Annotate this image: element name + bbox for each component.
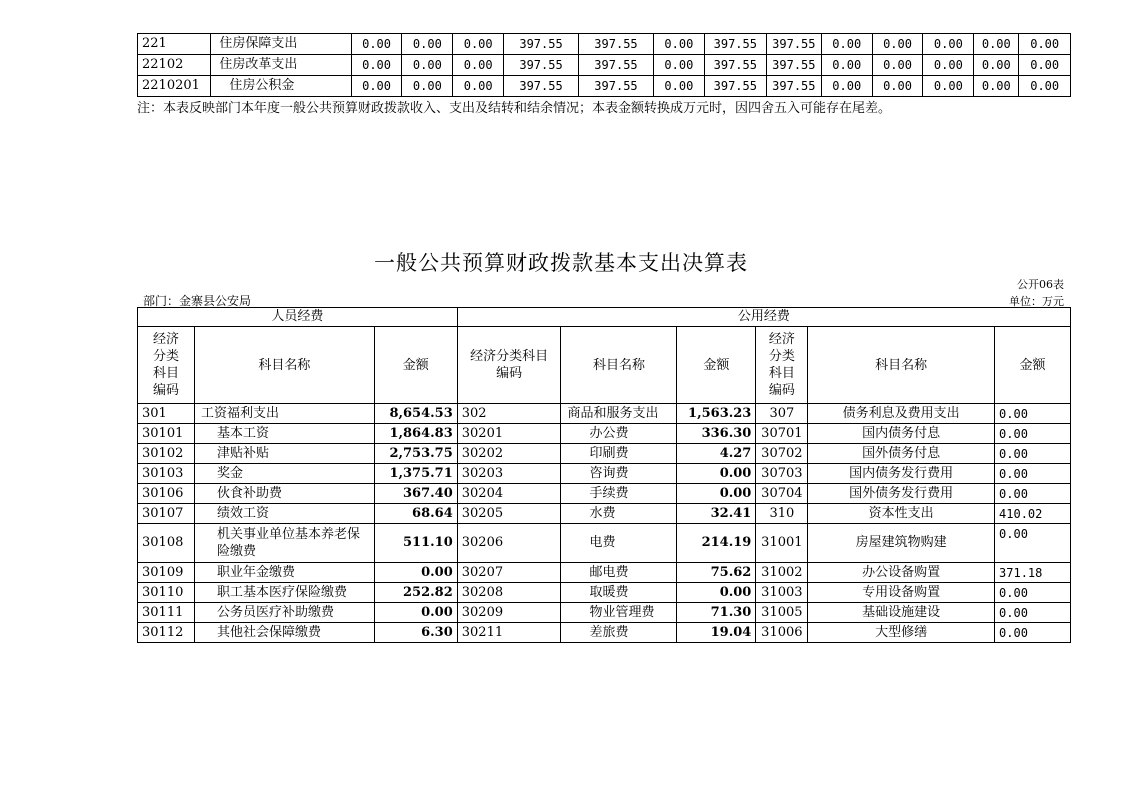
cell-amount-3: 371.18 [995,563,1071,583]
row-value: 0.00 [1019,55,1071,76]
table-row [138,424,1071,444]
cell-amount-1: 68.64 [374,504,457,524]
col-amount-2: 金额 [677,327,756,404]
cell-name-3: 债务利息及费用支出 [808,404,995,424]
cell-code-3: 31005 [756,603,808,623]
row-value: 0.00 [872,76,923,97]
row-value: 397.55 [504,76,579,97]
table-row [138,404,1071,424]
cell-name-1: 公务员医疗补助缴费 [194,603,374,623]
row-value: 397.55 [704,55,766,76]
row-value: 0.00 [974,34,1019,55]
cell-amount-2: 1,563.23 [677,404,756,424]
row-value: 0.00 [351,76,402,97]
cell-code-1: 301 [138,404,195,424]
cell-amount-2: 214.19 [677,524,756,563]
row-value: 0.00 [1019,76,1071,97]
cell-name-1: 津贴补贴 [194,444,374,464]
row-value: 0.00 [453,76,504,97]
cell-amount-1: 511.10 [374,524,457,563]
table-row [138,563,1071,583]
cell-name-3: 国外债务付息 [808,444,995,464]
cell-code-1: 30101 [138,424,195,444]
cell-amount-3: 0.00 [995,404,1071,424]
row-value: 397.55 [704,76,766,97]
col-code-1: 经济分类科目编码 [138,327,195,404]
cell-code-1: 30112 [138,623,195,643]
col-name-2: 科目名称 [561,327,677,404]
cell-amount-3: 0.00 [995,444,1071,464]
row-name: 住房公积金 [211,76,351,97]
table-row [138,623,1071,643]
table-note: 注：本表反映部门本年度一般公共预算财政拨款收入、支出及结转和结余情况；本表金额转换成万元时，因四舍五入可能存在尾差。 [137,101,892,116]
cell-amount-3: 0.00 [995,464,1071,484]
row-value: 0.00 [653,76,704,97]
row-value: 397.55 [766,34,821,55]
table-row [138,603,1071,623]
cell-code-1: 30108 [138,524,195,563]
cell-amount-2: 4.27 [677,444,756,464]
row-value: 0.00 [923,76,974,97]
cell-amount-2: 32.41 [677,504,756,524]
cell-code-3: 310 [756,504,808,524]
col-amount-1: 金额 [374,327,457,404]
cell-amount-2: 71.30 [677,603,756,623]
row-value: 0.00 [923,55,974,76]
cell-name-2: 商品和服务支出 [561,404,677,424]
cell-amount-2: 75.62 [677,563,756,583]
cell-name-3: 房屋建筑物购建 [808,524,995,563]
cell-name-2: 手续费 [561,484,677,504]
cell-name-1: 绩效工资 [194,504,374,524]
cell-name-2: 邮电费 [561,563,677,583]
row-value: 397.55 [504,34,579,55]
basic-expenditure-table [137,307,1071,643]
cell-code-3: 31002 [756,563,808,583]
row-value: 0.00 [402,55,453,76]
cell-code-2: 30206 [457,524,561,563]
row-value: 0.00 [402,34,453,55]
cell-code-3: 30703 [756,464,808,484]
row-value: 0.00 [1019,34,1071,55]
cell-code-3: 30704 [756,484,808,504]
form-number: 公开06表 [1017,278,1064,291]
cell-name-3: 大型修缮 [808,623,995,643]
cell-code-2: 30203 [457,464,561,484]
row-value: 0.00 [453,55,504,76]
cell-name-2: 咨询费 [561,464,677,484]
cell-name-3: 办公设备购置 [808,563,995,583]
cell-name-2: 取暖费 [561,583,677,603]
row-value: 0.00 [821,76,872,97]
cell-amount-1: 252.82 [374,583,457,603]
cell-name-3: 资本性支出 [808,504,995,524]
department-label: 部门：金寨县公安局 [143,294,252,308]
cell-amount-2: 336.30 [677,424,756,444]
table-row [138,444,1071,464]
cell-code-2: 30205 [457,504,561,524]
table-row [138,484,1071,504]
row-value: 0.00 [351,55,402,76]
cell-code-2: 30211 [457,623,561,643]
cell-name-2: 差旅费 [561,623,677,643]
cell-name-2: 物业管理费 [561,603,677,623]
cell-name-2: 办公费 [561,424,677,444]
top-table [137,33,1071,97]
cell-amount-1: 367.40 [374,484,457,504]
cell-name-3: 基础设施建设 [808,603,995,623]
cell-amount-1: 1,864.83 [374,424,457,444]
col-name-1: 科目名称 [194,327,374,404]
row-value: 0.00 [974,76,1019,97]
row-value: 0.00 [453,34,504,55]
row-code: 2210201 [138,76,211,97]
cell-amount-3: 410.02 [995,504,1071,524]
cell-code-1: 30106 [138,484,195,504]
col-amount-3: 金额 [995,327,1071,404]
cell-code-2: 30202 [457,444,561,464]
row-value: 0.00 [653,34,704,55]
cell-amount-3: 0.00 [995,603,1071,623]
cell-amount-2: 0.00 [677,583,756,603]
cell-name-3: 专用设备购置 [808,583,995,603]
row-name: 住房保障支出 [211,34,351,55]
table-row [138,524,1071,563]
cell-code-1: 30111 [138,603,195,623]
table-row [138,34,1071,55]
cell-name-1: 职业年金缴费 [194,563,374,583]
cell-code-3: 30701 [756,424,808,444]
unit-label: 单位：万元 [1009,295,1064,308]
cell-code-3: 30702 [756,444,808,464]
row-value: 397.55 [766,55,821,76]
row-name: 住房改革支出 [211,55,351,76]
row-value: 0.00 [872,55,923,76]
row-value: 0.00 [974,55,1019,76]
cell-code-2: 302 [457,404,561,424]
row-value: 397.55 [704,34,766,55]
col-name-3: 科目名称 [808,327,995,404]
cell-code-2: 30208 [457,583,561,603]
cell-code-3: 31006 [756,623,808,643]
cell-amount-1: 8,654.53 [374,404,457,424]
cell-name-3: 国内债务付息 [808,424,995,444]
cell-amount-1: 1,375.71 [374,464,457,484]
page-title: 一般公共预算财政拨款基本支出决算表 [374,251,748,275]
cell-name-1: 基本工资 [194,424,374,444]
group-personnel: 人员经费 [138,308,458,327]
cell-code-1: 30103 [138,464,195,484]
cell-amount-3: 0.00 [995,424,1071,444]
table-row [138,583,1071,603]
row-code: 22102 [138,55,211,76]
row-value: 0.00 [351,34,402,55]
cell-code-1: 30109 [138,563,195,583]
row-code: 221 [138,34,211,55]
cell-code-2: 30207 [457,563,561,583]
table-row [138,464,1071,484]
cell-code-2: 30209 [457,603,561,623]
cell-code-1: 30107 [138,504,195,524]
cell-amount-3: 0.00 [995,524,1071,563]
cell-name-1: 职工基本医疗保险缴费 [194,583,374,603]
cell-code-1: 30102 [138,444,195,464]
table-row [138,504,1071,524]
cell-amount-3: 0.00 [995,583,1071,603]
table-row [138,76,1071,97]
row-value: 0.00 [402,76,453,97]
cell-name-2: 水费 [561,504,677,524]
cell-code-2: 30204 [457,484,561,504]
row-value: 0.00 [821,34,872,55]
row-value: 0.00 [821,55,872,76]
col-code-2: 经济分类科目编码 [457,327,561,404]
cell-amount-1: 2,753.75 [374,444,457,464]
cell-amount-1: 6.30 [374,623,457,643]
cell-name-1: 奖金 [194,464,374,484]
cell-amount-3: 0.00 [995,484,1071,504]
cell-code-3: 307 [756,404,808,424]
cell-name-2: 印刷费 [561,444,677,464]
cell-name-1: 其他社会保障缴费 [194,623,374,643]
row-value: 397.55 [579,76,654,97]
row-value: 397.55 [579,55,654,76]
row-value: 0.00 [653,55,704,76]
row-value: 0.00 [923,34,974,55]
cell-code-3: 31003 [756,583,808,603]
cell-name-1: 伙食补助费 [194,484,374,504]
cell-amount-1: 0.00 [374,563,457,583]
cell-amount-3: 0.00 [995,623,1071,643]
row-value: 397.55 [579,34,654,55]
cell-name-1: 工资福利支出 [194,404,374,424]
cell-code-1: 30110 [138,583,195,603]
cell-code-2: 30201 [457,424,561,444]
cell-amount-2: 0.00 [677,484,756,504]
cell-name-3: 国内债务发行费用 [808,464,995,484]
cell-name-3: 国外债务发行费用 [808,484,995,504]
row-value: 397.55 [504,55,579,76]
row-value: 0.00 [872,34,923,55]
table-row [138,55,1071,76]
cell-amount-2: 0.00 [677,464,756,484]
group-public: 公用经费 [457,308,1070,327]
cell-name-1: 机关事业单位基本养老保险缴费 [194,524,374,563]
cell-amount-1: 0.00 [374,603,457,623]
col-code-3: 经济分类科目编码 [756,327,808,404]
row-value: 397.55 [766,76,821,97]
cell-name-2: 电费 [561,524,677,563]
cell-code-3: 31001 [756,524,808,563]
cell-amount-2: 19.04 [677,623,756,643]
